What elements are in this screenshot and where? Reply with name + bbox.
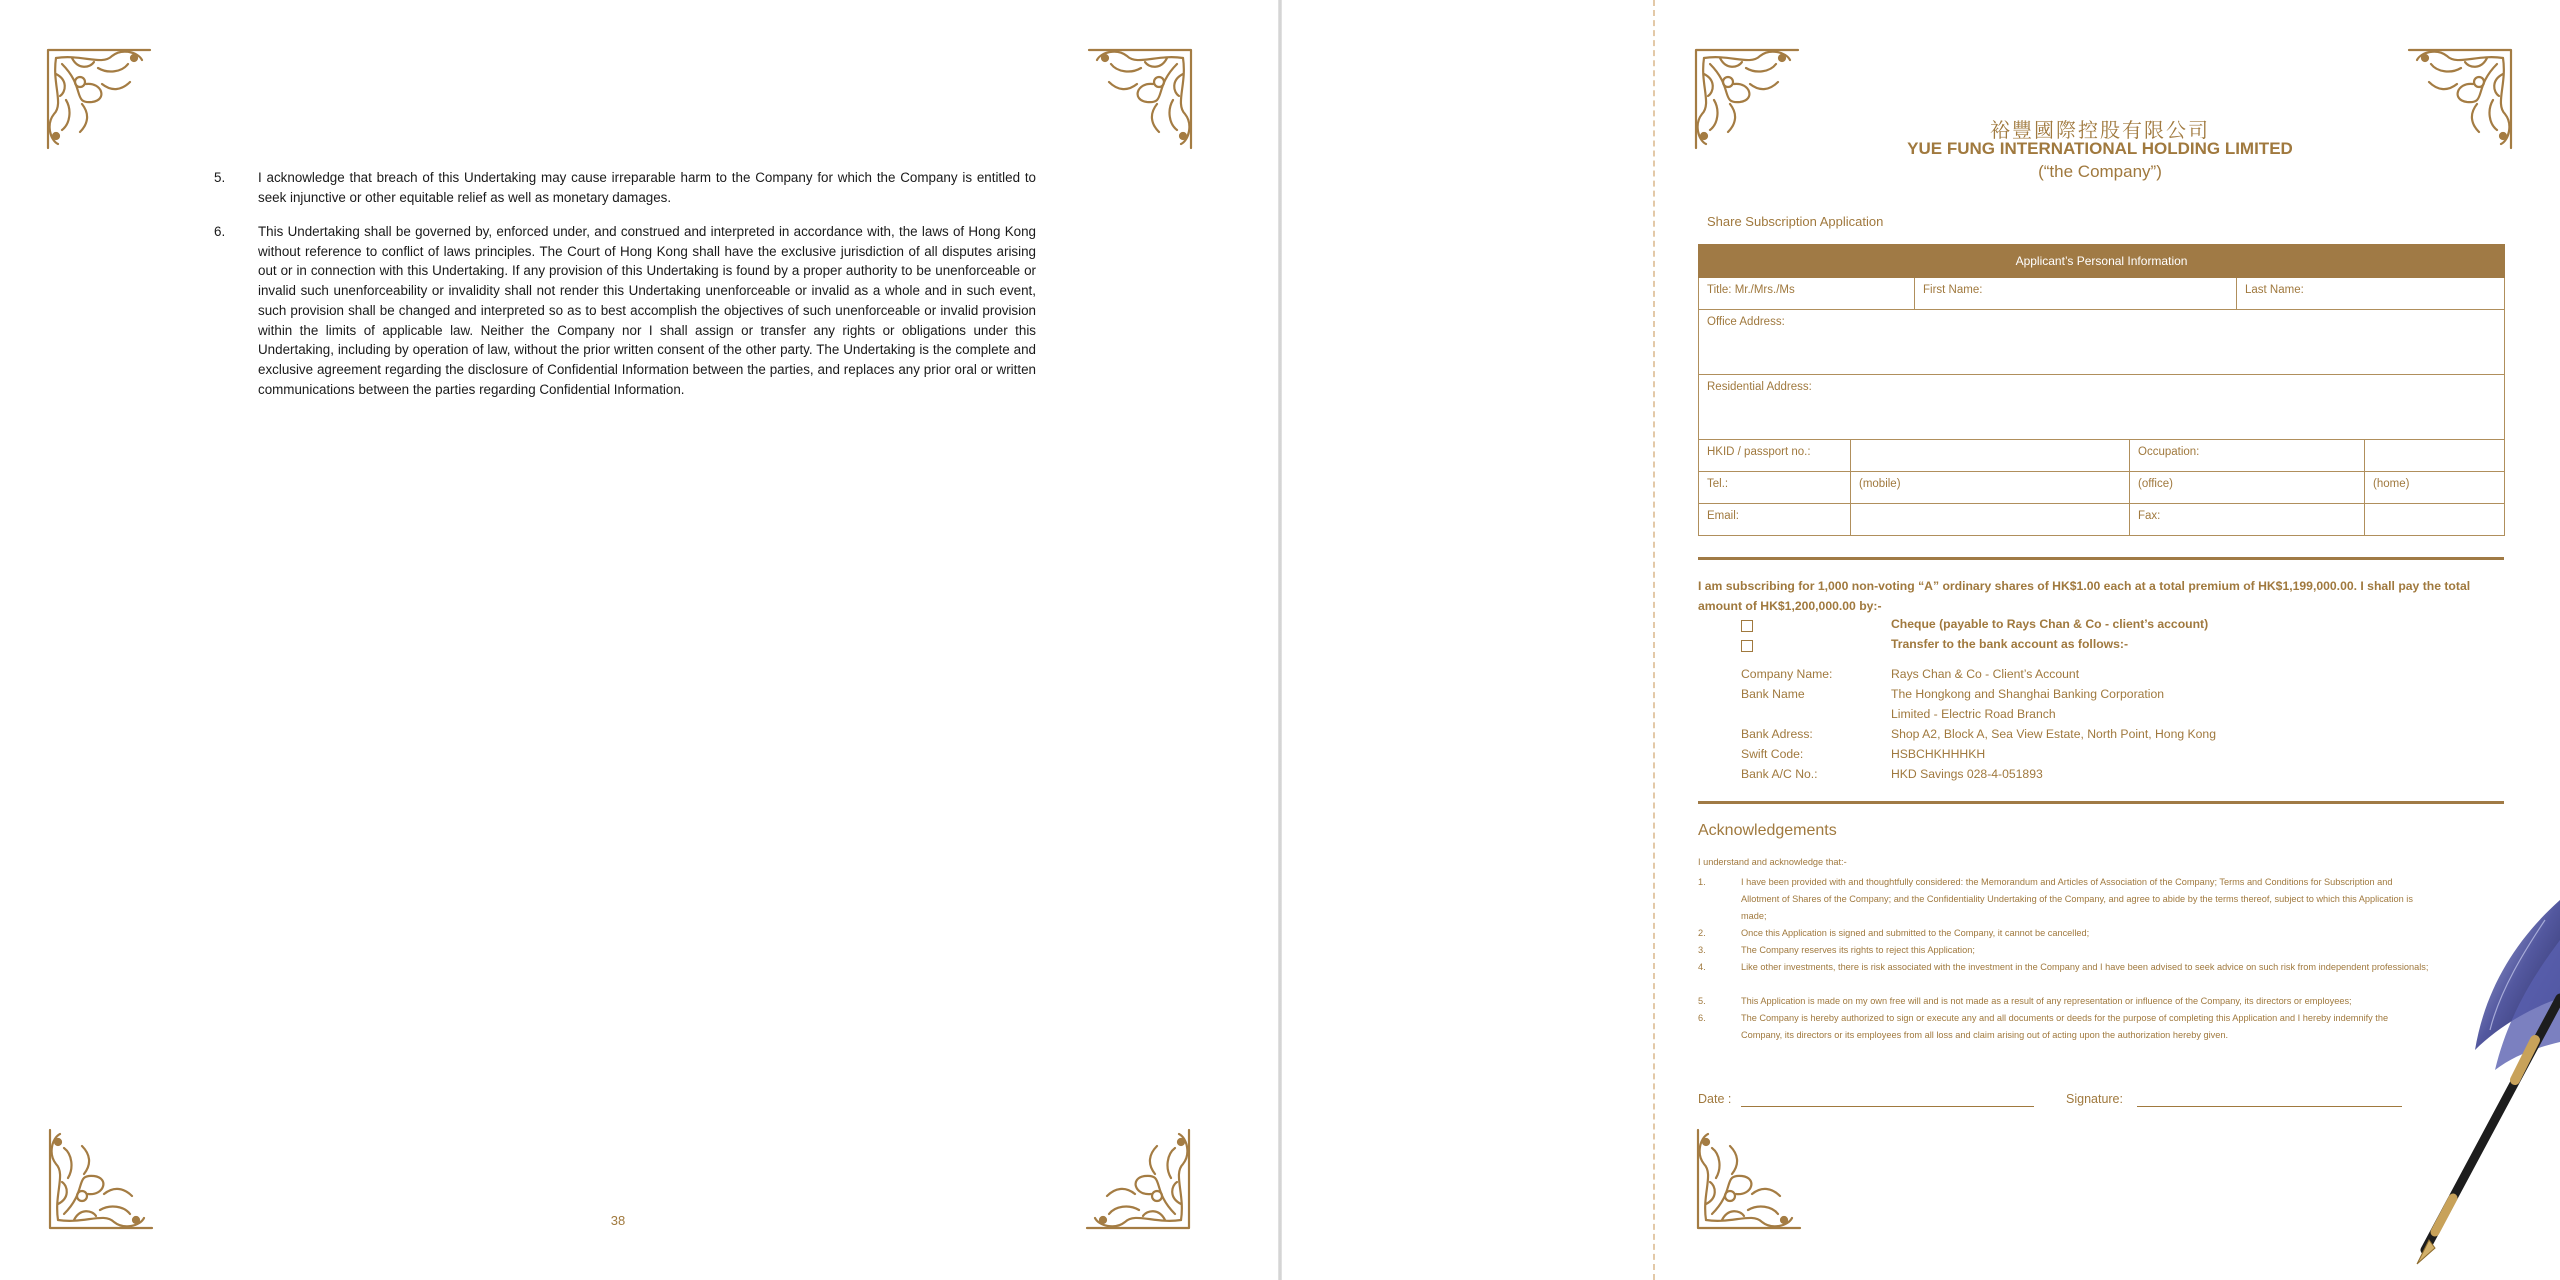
quill-pen-icon <box>2395 880 2560 1270</box>
bank-detail-label: Bank Adress: <box>1741 727 1813 741</box>
item-number: 2. <box>1698 928 1706 938</box>
date-label: Date : <box>1698 1092 1732 1106</box>
clause-text: I acknowledge that breach of this Undertaking may cause irreparable harm to the Company for which the Company is entitled to seek injunctive or other equitable relief as well as monetary damages. <box>258 170 1036 205</box>
corner-ornament-icon <box>2402 44 2517 154</box>
subscription-statement: I am subscribing for 1,000 non-voting “A” ordinary shares of HK$1.00 each at a total premium of HK$1,199,000.00. I shall pay the total amount of HK$1,200,000.00 by:- <box>1698 579 2471 613</box>
cheque-option-label: Cheque (payable to Rays Chan & Co - client’s account) <box>1891 617 2209 631</box>
item-text: Like other investments, there is risk associated with the investment in the Company and I have been advised to seek advice on such risk from independent professionals; <box>1741 962 2429 972</box>
company-name-chinese: 裕豐國際控股有限公司 <box>1990 118 2210 142</box>
bank-detail-label: Company Name: <box>1741 667 1833 681</box>
item-text: I have been provided with and thoughtfully considered: the Memorandum and Articles of Association of the Company; Terms and Conditions for Subscription and Allotment of Shares of the Company; and the Confidentiality Undertaking of the Company, and agree to abide by the terms thereof, subject to which this Application is made; <box>1741 877 2413 921</box>
clause-number: 5. <box>214 170 226 185</box>
item-text: This Application is made on my own free will and is not made as a result of any representation or influence of the Company, its directors or employees; <box>1741 996 2352 1006</box>
fax-input[interactable] <box>2365 504 2505 536</box>
bank-detail-label: Bank Name <box>1741 687 1805 701</box>
item-number: 1. <box>1698 877 1706 887</box>
id-input[interactable] <box>1851 440 2130 472</box>
occupation-label: Occupation: <box>2130 440 2365 472</box>
corner-ornament-icon <box>42 44 157 154</box>
tel-mobile-field[interactable]: (mobile) <box>1851 472 2130 504</box>
bank-detail-value: Shop A2, Block A, Sea View Estate, North Point, Hong Kong <box>1891 727 2216 741</box>
item-text: The Company reserves its rights to reject this Application; <box>1741 945 1975 955</box>
tel-office-field[interactable]: (office) <box>2130 472 2365 504</box>
item-number: 4. <box>1698 962 1706 972</box>
item-number: 5. <box>1698 996 1706 1006</box>
divider <box>1698 557 2504 560</box>
first-name-field[interactable]: First Name: <box>1915 278 2237 310</box>
occupation-input[interactable] <box>2365 440 2505 472</box>
bank-detail-value: Rays Chan & Co - Client’s Account <box>1891 667 2080 681</box>
clause-text: This Undertaking shall be governed by, enforced under, and construed and interpreted in accordance with, the laws of Hong Kong without reference to conflict of laws principles. The Court of Hong Kong shall have the exclusive jurisdiction of all disputes arising out or in connection with this Undertaking. If any provision of this Undertaking is found by a proper authority to be unenforceable or invalid such unenforceability or invalidity shall not render this Undertaking unenforceable or invalid as a whole and in such event, such provision shall be changed and interpreted so as to best accomplish the objectives of such unenforceable or invalid provision within the limits of applicable law. Neither the Company nor I shall assign or transfer any rights or obligations under this Undertaking, including by operation of law, without the prior written consent of the other party. The Undertaking is the complete and exclusive agreement regarding the disclosure of Confidential Information between the parties, and replaces any prior oral or written communications between the parties regarding Confidential Information. <box>258 224 1036 397</box>
perforation-line <box>1653 0 1655 1280</box>
bank-detail-value: Limited - Electric Road Branch <box>1891 707 2056 721</box>
clause-number: 6. <box>214 224 226 239</box>
signature-label: Signature: <box>2066 1092 2123 1106</box>
form-title: Share Subscription Application <box>1707 214 1884 229</box>
company-alias: (“the Company”) <box>2038 162 2162 181</box>
signature-line[interactable] <box>2137 1106 2402 1107</box>
office-address-field[interactable]: Office Address: <box>1699 310 2505 375</box>
bank-detail-value: HSBCHKHHHKH <box>1891 747 1986 761</box>
acknowledgements-title: Acknowledgements <box>1698 822 1837 839</box>
personal-info-table <box>1698 244 2505 536</box>
table-header: Applicant’s Personal Information <box>1699 245 2505 278</box>
title-field[interactable]: Title: Mr./Mrs./Ms <box>1699 278 1915 310</box>
id-label: HKID / passport no.: <box>1699 440 1851 472</box>
tel-home-field[interactable]: (home) <box>2365 472 2505 504</box>
email-input[interactable] <box>1851 504 2130 536</box>
item-text: The Company is hereby authorized to sign or execute any and all documents or deeds for the purpose of completing this Application and I hereby indemnify the Company, its directors or its employees from all loss and claim arising out of acting upon the authorization hereby given. <box>1741 1013 2389 1040</box>
last-name-field[interactable]: Last Name: <box>2237 278 2505 310</box>
bank-detail-value: HKD Savings 028-4-051893 <box>1891 767 2043 781</box>
bank-detail-label: Bank A/C No.: <box>1741 767 1818 781</box>
item-number: 3. <box>1698 945 1706 955</box>
tel-label: Tel.: <box>1699 472 1851 504</box>
item-text: Once this Application is signed and submitted to the Company, it cannot be cancelled; <box>1741 928 2090 938</box>
bank-detail-value: The Hongkong and Shanghai Banking Corporation <box>1891 687 2165 701</box>
residential-address-field[interactable]: Residential Address: <box>1699 375 2505 440</box>
transfer-checkbox[interactable] <box>1741 640 1753 652</box>
corner-ornament-icon <box>1692 1124 1807 1234</box>
email-label: Email: <box>1699 504 1851 536</box>
cheque-checkbox[interactable] <box>1741 620 1753 632</box>
corner-ornament-icon <box>1082 44 1197 154</box>
divider <box>1698 801 2504 804</box>
transfer-option-label: Transfer to the bank account as follows:- <box>1891 637 2129 651</box>
date-line[interactable] <box>1741 1106 2034 1107</box>
acknowledgements-intro: I understand and acknowledge that:- <box>1698 857 1847 867</box>
item-number: 6. <box>1698 1013 1706 1023</box>
corner-ornament-icon <box>1080 1124 1195 1234</box>
fax-label: Fax: <box>2130 504 2365 536</box>
corner-ornament-icon <box>1690 44 1805 154</box>
company-name-english: YUE FUNG INTERNATIONAL HOLDING LIMITED <box>1907 139 2293 158</box>
bank-detail-label: Swift Code: <box>1741 747 1804 761</box>
corner-ornament-icon <box>44 1124 159 1234</box>
page-number: 38 <box>610 1213 626 1228</box>
